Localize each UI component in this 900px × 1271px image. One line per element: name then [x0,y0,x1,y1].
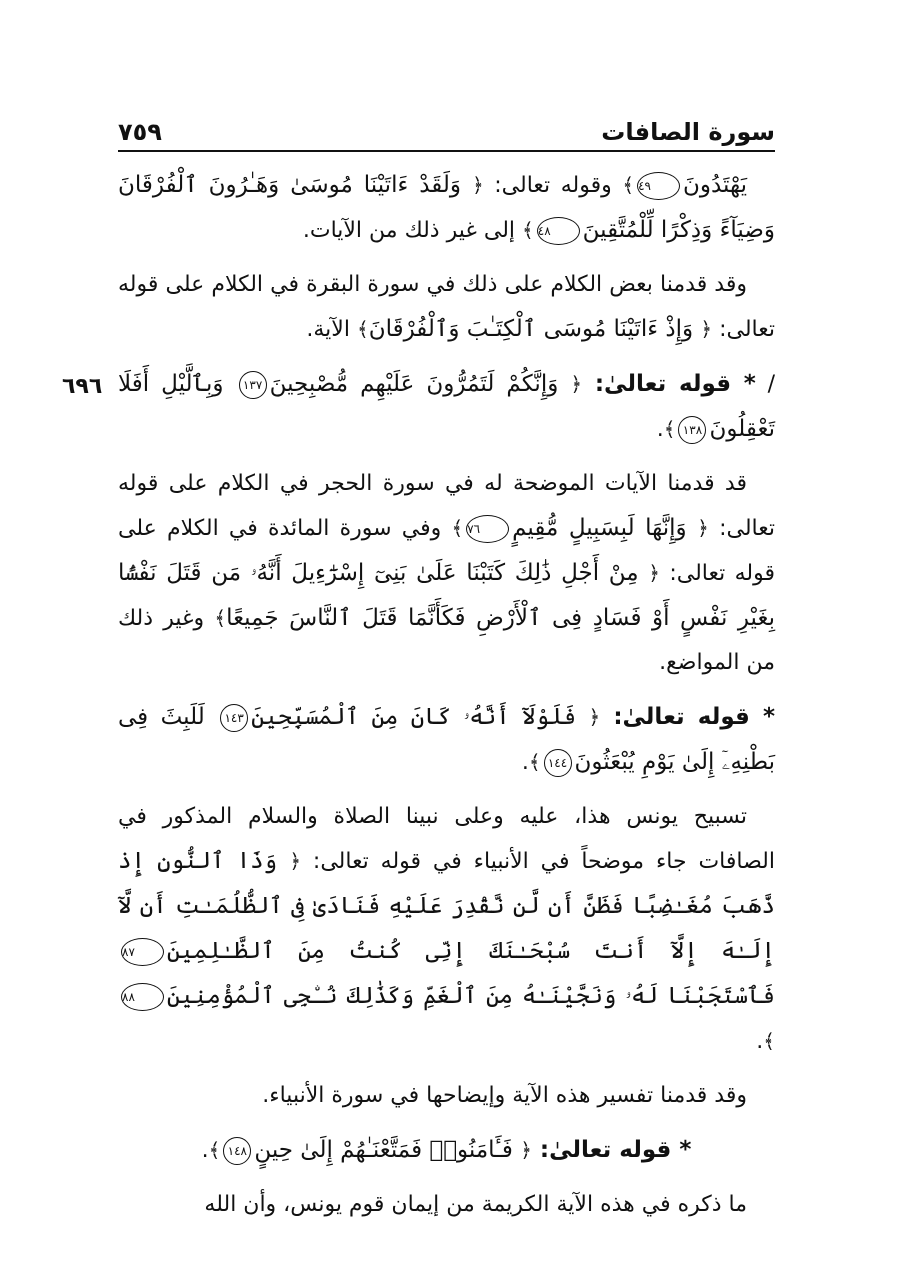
quran-verse-text: وَذَا ٱلنُّونِ إِذ ذَّهَبَ مُغَـٰضِبًا فَظَنَّ أَن لَّن نَّقْدِرَ عَلَيْهِ فَنَادَىٰ فِى ٱلظُّلُمَـٰتِ أَن لَّآ إِلَـٰهَ إِلَّآ أَنتَ سُبْحَـٰنَكَ إِنِّى كُنتُ مِنَ ٱلظَّـٰلِمِينَ [118,848,775,964]
paragraph [118,1183,775,1227]
section-heading-label: * قوله تعالىٰ: [582,371,756,397]
verse-number-marker: ١٤٨ [223,1137,251,1165]
paragraph [118,163,775,253]
ornate-bracket-open: ﴿ [700,317,713,341]
quran-verse-text: فَٱسْتَجَبْنَا لَهُۥ وَنَجَّيْنَـٰهُ مِنَ ٱلْغَمِّ وَكَذَٰلِكَ نُـۨجِى ٱلْمُؤْمِنِينَ [166,983,775,1009]
verse-number-marker: ١٣٧ [239,371,267,399]
header-divider [118,150,775,152]
quran-verse-text: مِنْ أَجْلِ ذَٰلِكَ كَتَبْنَا عَلَىٰ بَنِىٓ إِسْرَٰٓءِيلَ أَنَّهُۥ مَن قَتَلَ نَفْسًۢا بِغَيْرِ نَفْسٍ أَوْ فَسَادٍ فِى ٱلْأَرْضِ فَكَأَنَّمَا قَتَلَ ٱلنَّاسَ جَمِيعًا [118,560,775,631]
verse-number-marker: ١٤٣ [220,704,248,732]
margin-page-reference: ٦٩٦ [62,374,103,399]
commentary-text: وغير ذلك من المواضع. [118,606,775,675]
ornate-bracket-close: ﴾ [622,173,635,197]
commentary-text: وقد قدمنا تفسير هذه الآية وإيضاحها في سورة الأنبياء. [262,1083,747,1108]
ornate-bracket-open: ﴿ [471,173,484,197]
ornate-bracket-open: ﴿ [697,516,709,540]
commentary-text: . [656,417,664,442]
section-heading-label: * قوله تعالىٰ: [531,1137,692,1163]
quran-verse-text: يَهْتَدُونَ [682,172,747,198]
ornate-bracket-close: ﴾ [522,218,534,242]
paragraph [118,462,775,685]
commentary-text: قد قدمنا الآيات الموضحة له في سورة الحجر في الكلام على قوله تعالى: [118,471,775,541]
section-heading-paragraph [118,695,775,785]
ornate-bracket-open: ﴿ [648,561,660,585]
verse-number-marker: ٨٧ [121,938,164,966]
verse-number-marker: ١٣٨ [678,416,706,444]
commentary-text: الآية. [306,317,357,342]
page-number: ٧٥٩ [118,118,162,146]
ornate-bracket-close: ﴾ [663,417,676,441]
commentary-text: / [755,372,775,397]
commentary-text: وقد قدمنا بعض الكلام على ذلك في سورة البقرة في الكلام على قوله تعالى: [118,272,775,342]
commentary-text: إلى غير ذلك من الآيات. [302,218,523,243]
page-header [118,110,775,146]
commentary-text: . [521,750,529,775]
ornate-bracket-close: ﴾ [356,317,369,341]
quran-verse-text: وَإِذْ ءَاتَيْنَا مُوسَى ٱلْكِتَـٰبَ وَٱلْفُرْقَانَ [368,316,701,342]
commentary-text: . [756,1029,764,1054]
verse-number-marker: ١٤٤ [544,749,572,777]
commentary-text: تسبيح يونس هذا، عليه وعلى نبينا الصلاة والسلام المذكور في الصافات جاء موضحاً في الأنبياء في قوله تعالى: [118,804,775,874]
verse-number-marker: ٤٩ [637,172,680,200]
ornate-bracket-close: ﴾ [763,1029,775,1053]
ornate-bracket-close: ﴾ [528,750,541,774]
ornate-bracket-open: ﴿ [570,372,583,396]
ornate-bracket-close: ﴾ [214,606,227,630]
ornate-bracket-open: ﴿ [520,1138,532,1162]
paragraph [118,263,775,352]
quran-verse-text: وَإِنَّهَا لَبِسَبِيلٍ مُّقِيمٍ [512,515,698,541]
quran-verse-text: فَـَٔامَنُوا۟ فَمَتَّعْنَـٰهُمْ إِلَىٰ حِينٍ [254,1137,521,1163]
paragraph [118,1074,775,1118]
surah-name: سورة الصافات [601,118,775,146]
section-heading-paragraph [118,1128,775,1173]
page-body [118,163,775,1237]
quran-verse-text: وَإِنَّكُمْ لَتَمُرُّونَ عَلَيْهِم مُّصْبِحِينَ [269,371,571,397]
section-heading-paragraph [118,362,775,452]
ornate-bracket-open: ﴿ [588,705,601,729]
commentary-text: وفي سورة المائدة في الكلام على قوله تعالى: [118,516,775,586]
commentary-text: وقوله تعالى: [483,173,623,198]
quran-verse-text: وَلَقَدْ ءَاتَيْنَا مُوسَىٰ وَهَـٰرُونَ ٱلْفُرْقَانَ وَضِيَآءً وَذِكْرًا لِّلْمُتَّقِينَ [118,172,775,243]
verse-number-marker: ٧٦ [466,515,509,543]
commentary-text: . [201,1138,209,1163]
ornate-bracket-close: ﴾ [208,1138,221,1162]
paragraph [118,795,775,1064]
commentary-text: ما ذكره في هذه الآية الكريمة من إيمان قوم يونس، وأن الله [204,1192,747,1217]
quran-verse-text: وَبِٱلَّيْلِ أَفَلَا تَعْقِلُونَ [118,371,775,442]
verse-number-marker: ٤٨ [537,217,580,245]
quran-verse-text: فَلَوْلَآ أَنَّهُۥ كَانَ مِنَ ٱلْمُسَبِّحِينَ [251,704,589,730]
ornate-bracket-open: ﴿ [289,849,302,873]
quran-verse-text: لَلَبِثَ فِى بَطْنِهِۦٓ إِلَىٰ يَوْمِ يُبْعَثُونَ [118,704,775,775]
section-heading-label: * قوله تعالىٰ: [600,704,775,730]
verse-number-marker: ٨٨ [121,983,164,1011]
ornate-bracket-close: ﴾ [451,516,464,540]
